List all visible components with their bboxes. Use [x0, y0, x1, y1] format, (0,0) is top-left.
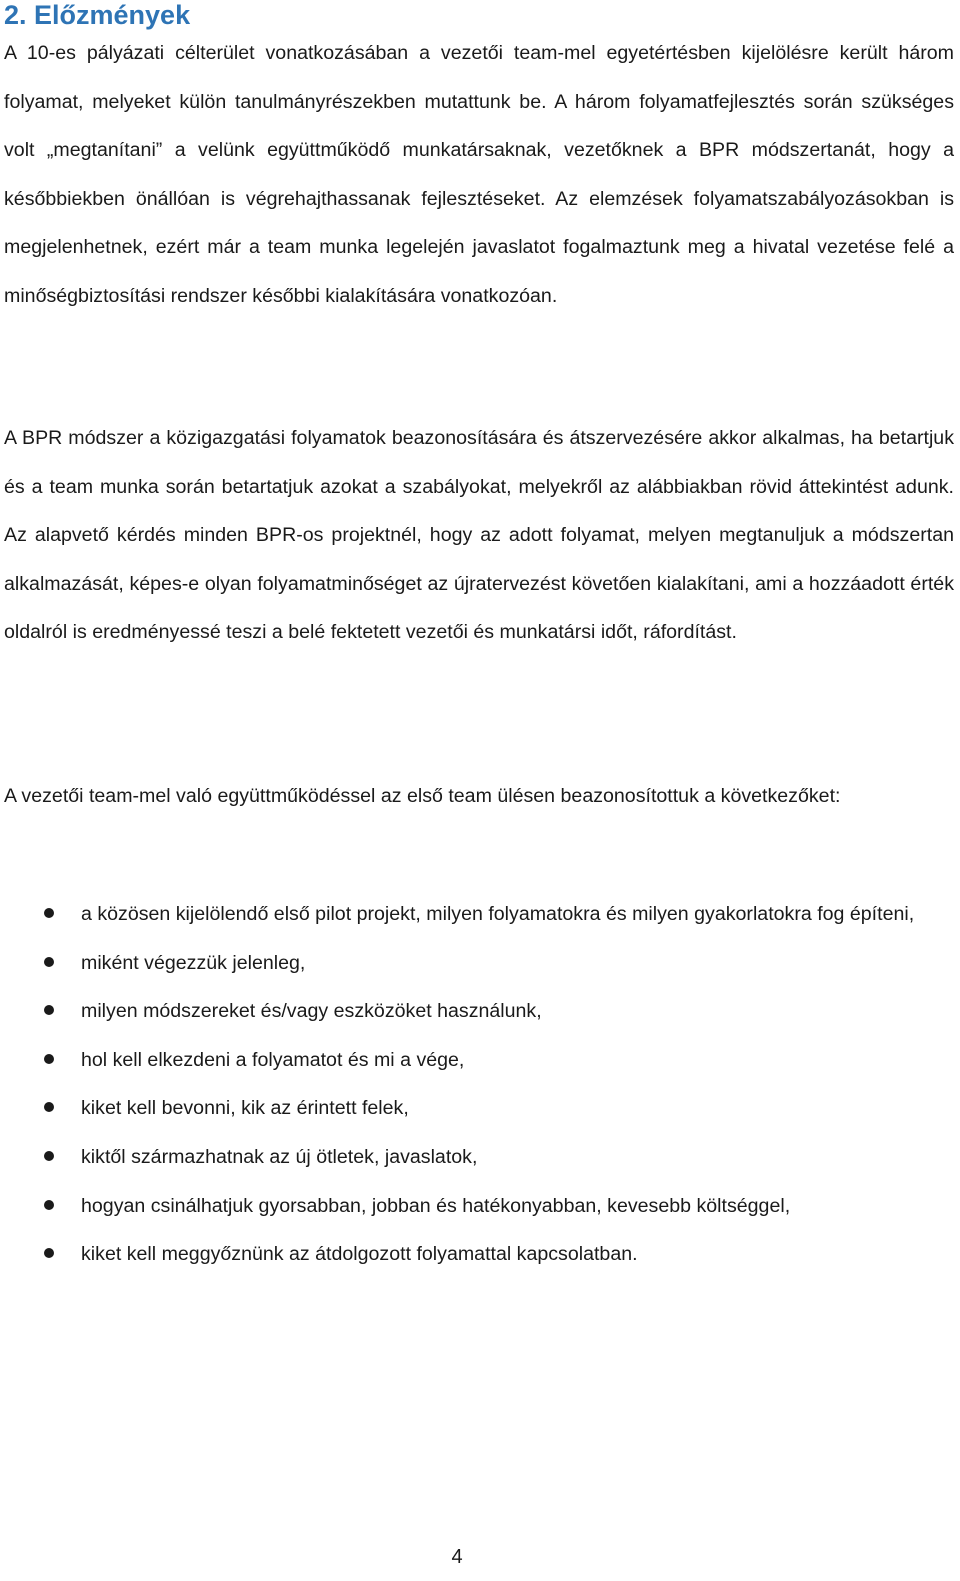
list-item [4, 1182, 954, 1231]
bullet-icon [44, 1248, 54, 1258]
bullet-icon [44, 1151, 54, 1161]
bullet-icon [44, 1200, 54, 1210]
list-item-text: miként végezzük jelenleg, [81, 951, 306, 974]
list-item-text: kiket kell bevonni, kik az érintett felek, [81, 1097, 409, 1120]
list-item [4, 1084, 954, 1133]
list-item-text: a közösen kijelölendő első pilot projekt, milyen folyamatokra és milyen gyakorlatokra fog építeni, [81, 903, 915, 925]
bullet-list [4, 890, 954, 1279]
list-item [4, 1133, 954, 1182]
list-item [4, 987, 954, 1036]
list-item [4, 890, 954, 939]
list-item-text: hogyan csinálhatjuk gyorsabban, jobban és hatékonyabban, kevesebb költséggel, [81, 1194, 791, 1217]
bullet-icon [44, 1005, 54, 1015]
bullet-icon [44, 1054, 54, 1064]
paragraph-bpr-method: A BPR módszer a közigazgatási folyamatok beazonosítására és átszervezésére akkor alkalmas, ha betartjuk és a team munka során betartatjuk azokat a szabályokat, melyekről az alábbiakban rövid áttekintést adunk. Az alapvető kérdés minden BPR-os projektnél, hogy az adott folyamat, melyen megtanuljuk a módszertan alkalmazását, képes-e olyan folyamatminőséget az újratervezést követően kialakítani, ami a hozzáadott érték oldalról is eredményessé teszi a belé fektetett vezetői és munkatársi időt, ráfordítást. [4, 427, 954, 644]
list-item [4, 1036, 954, 1085]
list-item-text: milyen módszereket és/vagy eszközöket használunk, [81, 1000, 542, 1023]
list-item [4, 1230, 954, 1279]
list-item [4, 939, 954, 988]
paragraph-intro: A 10-es pályázati célterület vonatkozásában a vezetői team-mel egyetértésben kijelölésre került három folyamat, melyeket külön tanulmányrészekben mutattunk be. A három folyamatfejlesztés során szükséges volt „megtanítani” a velünk együttműködő munkatársaknak, vezetőknek a BPR módszertanát, hogy a későbbiekben önállóan is végrehajthassanak fejlesztéseket. Az elemzések folyamatszabályozásokban is megjelenhetnek, ezért már a team munka legelején javaslatot fogalmaztunk meg a hivatal vezetése felé a minőségbiztosítási rendszer későbbi kialakítására vonatkozóan. [4, 42, 954, 307]
paragraph-team-meeting: A vezetői team-mel való együttműködéssel az első team ülésen beazonosítottuk a következőket: [4, 785, 841, 807]
section-heading: 2. Előzmények [4, 0, 191, 30]
page-number: 4 [451, 1546, 463, 1568]
bullet-icon [44, 1102, 54, 1112]
bullet-icon [44, 957, 54, 967]
bullet-icon [44, 908, 54, 918]
list-item-text: hol kell elkezdeni a folyamatot és mi a vége, [81, 1048, 465, 1071]
list-item-text: kiket kell meggyőznünk az átdolgozott folyamattal kapcsolatban. [81, 1243, 638, 1266]
list-item-text: kiktől származhatnak az új ötletek, javaslatok, [81, 1145, 478, 1168]
